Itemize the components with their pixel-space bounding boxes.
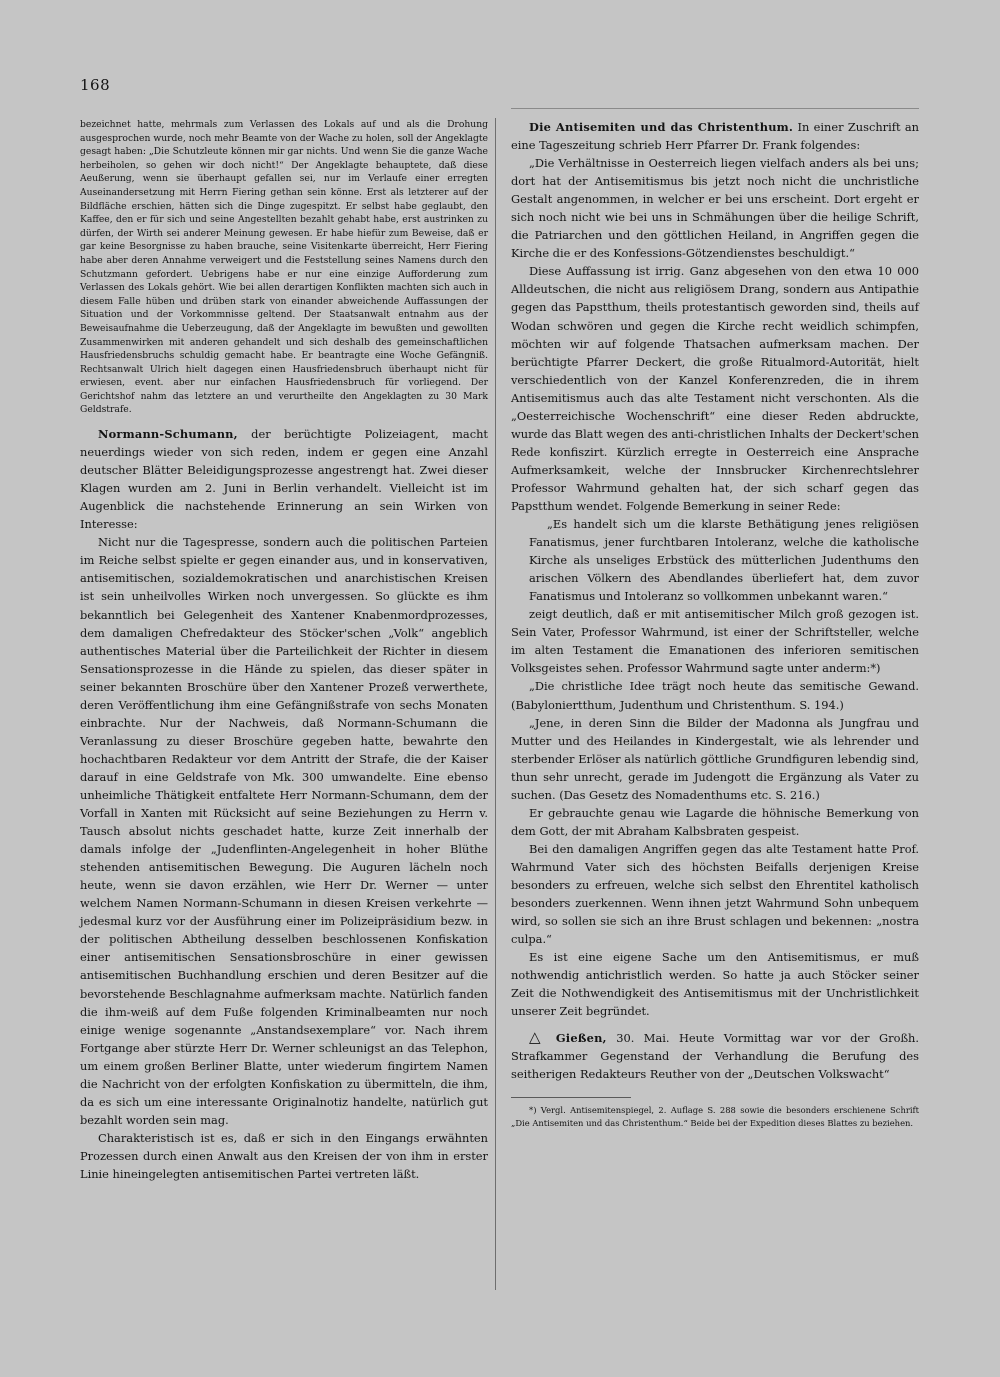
- antisemiten-heading: Die Antisemiten und das Christenthum.: [529, 120, 794, 134]
- right-column: [511, 118, 919, 1129]
- normann-paragraph-1-text: der berüchtigte Polizeiagent, macht neuerdings wieder von sich reden, indem er gegen eine Anzahl deutscher Blätter Beleidigungsprozesse angestrengt hat. Zwei dieser Klagen wurden am 2. Juni in Berlin verhandelt. Vielleicht ist im Augenblick die nachstehende Erinnerung an sein Wirken von Interesse:: [80, 427, 488, 532]
- antisemiten-paragraph-3: Er gebrauchte genau wie Lagarde die höhnische Bemerkung von dem Gott, der mit Abraham Kalbsbraten gespeist.: [511, 805, 919, 838]
- normann-heading: Normann-Schumann,: [98, 427, 238, 442]
- top-rule: [511, 108, 919, 109]
- triangle-icon: △: [529, 1028, 547, 1047]
- antisemiten-intro-paragraph: [511, 118, 919, 154]
- footnote-divider: [511, 1097, 631, 1098]
- normann-paragraph-2: Nicht nur die Tagespresse, sondern auch die politischen Parteien im Reiche selbst spielte er gegen einander aus, und in konservativen, antisemitischen, sozialdemokratischen und anarchistischen Kreisen ist sein unheilvolles Wirken noch unvergessen. So glückte es ihm bekanntlich bei Gelegenheit des Xantener Knabenmordprozesses, dem damaligen Chefredakteur des Stöcker'schen „Volk“ angeblich authentisches Material über die Parteilichkeit der Richter in diesem Sensationsprozesse in die Hände zu spielen, das dieser später in seiner bekannten Broschüre über den Xantener Prozeß verwerthete, deren Veröffentlichung ihm eine Gefängnißstrafe von sechs Monaten einbrachte. Nur der Nachweis, daß Normann-Schumann die Veranlassung zu dieser Broschüre gegeben hatte, bewahrte den hochachtbaren Redakteur vor dem Antritt der Strafe, die der Kaiser darauf in eine Geldstrafe von Mk. 300 umwandelte. Eine ebenso unheimliche Thätigkeit entfaltete Herr Normann-Schumann, dem der Vorfall in Xanten mit Rücksicht auf seine Beziehungen zu Herrn v. Tausch absolut nichts geschadet hatte, kurze Zeit innerhalb der damals infolge der „Judenflinten-Angelegenheit in hoher Blüthe stehenden antisemitischen Bewegung. Die Auguren lächeln noch heute, wenn sie davon erzählen, wie Herr Dr. Werner — unter welchem Namen Normann-Schumann in diesen Kreisen verkehrte — jedesmal kurz vor der Ausführung einer im Polizeipräsidium bezw. in der politischen Abtheilung desselben beschlossenen Konfiskation einer antisemitischen Sensationsbroschüre in einer gewissen antisemitischen Buchhandlung erschien und deren Besitzer auf die bevorstehende Beschlagnahme aufmerksam machte. Natürlich fanden die ihm-weiß auf dem Fuße folgenden Kriminalbeamten nur noch einige wenige sogenannte „Anstandsexemplare“ vor. Nach ihrem Fortgange aber stürzte Herr Dr. Werner schleunigst an das Telephon, um einem großen Berliner Blatte, unter wiederum fingirtem Namen die Nachricht von der erfolgten Konfiskation zu übermitteln, die ihm, da es sich um eine interessante Originalnotiz handelte, natürlich gut bezahlt worden sein mag.: [80, 535, 488, 1127]
- quote-wahrmund-father-1: „Die christliche Idee trägt noch heute das semitische Gewand. (Babyloniertthum, Judenthum und Christenthum. S. 194.): [511, 679, 919, 712]
- quote-wahrmund-father-2: „Jene, in deren Sinn die Bilder der Madonna als Jungfrau und Mutter und des Heilandes in Kindergestalt, wie als lehrender und sterbender Erlöser als natürlich göttliche Grundfiguren lebendig sind, thun sehr unrecht, gerade im Judengott die Ergänzung als Vater zu suchen. (Das Gesetz des Nomadenthums etc. S. 216.): [511, 715, 919, 802]
- antisemiten-intro-text: In einer Zuschrift an eine Tageszeitung schrieb Herr Pfarrer Dr. Frank folgendes:: [511, 120, 920, 153]
- quote-frank: „Die Verhältnisse in Oesterreich liegen vielfach anders als bei uns; dort hat der Antisemitismus bis jetzt noch nicht die unchristliche Gestalt angenommen, in welcher er bei uns erscheint. Dort ergeht er sich noch nicht wie bei uns in Schmähungen über die heilige Schrift, die Patriarchen und den göttlichen Heiland, in Angriffen gegen die Kirche die er des Konfessions-Götzendienstes beschuldigt.“: [511, 156, 919, 261]
- normann-paragraph-1: [80, 425, 488, 533]
- page-number: 168: [80, 76, 111, 94]
- giessen-heading: Gießen,: [555, 1031, 607, 1046]
- antisemiten-paragraph-1: Diese Auffassung ist irrig. Ganz abgesehen von den etwa 10 000 Alldeutschen, die nicht aus religiösem Drang, sondern aus Antipathie gegen das Papstthum, theils protestantisch geworden sind, theils auf Wodan schwören und gegen die Kirche recht weidlich schimpfen, möchten wir auf folgende Thatsachen aufmerksam machen. Der berüchtigte Pfarrer Deckert, die große Ritualmord-Autorität, hielt verschiedentlich von der Kanzel Konferenzreden, die in ihrem Antisemitismus auch das alte Testament nicht verschonten. Als die „Oesterreichische Wochenschrift“ eine dieser Reden abdruckte, wurde das Blatt wegen des anti-christlichen Inhalts der Deckert'schen Rede konfiszirt. Kürzlich erregte in Oesterreich eine Ansprache Aufmerksamkeit, welche der Innsbrucker Kirchenrechtslehrer Professor Wahrmund gehalten hat, der sich scharf gegen das Papstthum wendet. Folgende Bemerkung in seiner Rede:: [511, 264, 919, 513]
- normann-paragraph-3: Charakteristisch ist es, daß er sich in den Eingangs erwähnten Prozessen durch einen Anwalt aus den Kreisen der von ihm in erster Linie hineingelegten antisemitischen Partei vertreten läßt.: [80, 1130, 488, 1181]
- footnote: *) Vergl. Antisemitenspiegel, 2. Auflage S. 288 sowie die besonders erschienene Schrift „Die Antisemiten und das Christenthum.“ Beide bei der Expedition dieses Blattes zu beziehen.: [511, 1105, 919, 1128]
- continuation-article-text: bezeichnet hatte, mehrmals zum Verlassen des Lokals auf und als die Drohung ausgesprochen wurde, noch mehr Beamte von der Wache zu holen, soll der Angeklagte gesagt haben: „Die Schutzleute können mir gar nichts. Und wenn Sie die ganze Wache herbeiholen, so gehen wir doch nicht!“ Der Angeklagte behauptete, daß diese Aeußerung, wenn sie überhaupt gefallen sei, nur im Verlaufe einer erregten Auseinandersetzung mit Herrn Fiering gethan sein könne. Erst als letzterer auf der Bildfläche erschien, hätten sich die Dinge zugespitzt. Er selbst habe geglaubt, den Kaffee, den er für sich und seine Angestellten bezahlt gehabt habe, erst austrinken zu dürfen, der Wirth sei anderer Meinung gewesen. Er habe hiefür zum Beweise, daß er gar keine Besorgnisse zu haben brauche, seine Visitenkarte überreicht, Herr Fiering habe aber deren Annahme verweigert und die Feststellung seines Namens durch den Schutzmann gefordert. Uebrigens habe er nur eine einzige Aufforderung zum Verlassen des Lokals gehört. Wie bei allen derartigen Konflikten machten sich auch in diesem Falle hüben und drüben stark von einander abweichende Auffassungen der Situation und der Vorkommnisse geltend. Der Staatsanwalt entnahm aus der Beweisaufnahme die Ueberzeugung, daß der Angeklagte im bewußten und gewollten Zusammenwirken mit anderen gehandelt und sich deshalb des gemeinschaftlichen Hausfriedensbruchs schuldig gemacht habe. Er beantragte eine Woche Gefängniß. Rechtsanwalt Ulrich hielt dagegen einen Hausfriedensbruch überhaupt nicht für erwiesen, event. aber nur einfachen Hausfriedensbruch für vorliegend. Der Gerichtshof nahm das letztere an und verurtheilte den Angeklagten zu 30 Mark Geldstrafe.: [80, 119, 488, 416]
- quote-wahrmund-son: „Es handelt sich um die klarste Bethätigung jenes religiösen Fanatismus, jener furchtbaren Intoleranz, welche die katholische Kirche als unseliges Erbstück des mütterlichen Judenthums den arischen Völkern des Abendlandes überliefert hat, dem zuvor Fanatismus und Intoleranz so vollkommen unbekannt waren.“: [529, 517, 919, 604]
- antisemiten-paragraph-5: Es ist eine eigene Sache um den Antisemitismus, er muß nothwendig antichristlich werden. So hatte ja auch Stöcker seiner Zeit die Nothwendigkeit des Antisemitismus mit der Unchristlichkeit unserer Zeit begründet.: [511, 950, 919, 1019]
- column-divider: [495, 118, 496, 1290]
- antisemiten-paragraph-4: Bei den damaligen Angriffen gegen das alte Testament hatte Prof. Wahrmund Vater sich des höchsten Beifalls derjenigen Kreise besonders zu erfreuen, welche sich selbst den Ehrentitel katholisch besonders zuerkennen. Wenn ihnen jetzt Wahrmund Sohn unbequem wird, so sollen sie sich an ihre Brust schlagen und bekennen: „nostra culpa.“: [511, 841, 919, 947]
- left-column: [80, 118, 488, 1183]
- antisemiten-paragraph-2: zeigt deutlich, daß er mit antisemitischer Milch groß gezogen ist. Sein Vater, Professor Wahrmund, ist einer der Schriftsteller, welche im alten Testament die Emanationen des inferioren semitischen Volksgeistes sehen. Professor Wahrmund sagte unter anderm:*): [511, 607, 919, 676]
- giessen-paragraph: [511, 1028, 919, 1083]
- giessen-text: 30. Mai. Heute Vormittag war vor der Großh. Strafkammer Gegenstand der Verhandlung die Berufung des seitherigen Redakteurs Reuther von der „Deutschen Volkswacht“: [511, 1031, 920, 1082]
